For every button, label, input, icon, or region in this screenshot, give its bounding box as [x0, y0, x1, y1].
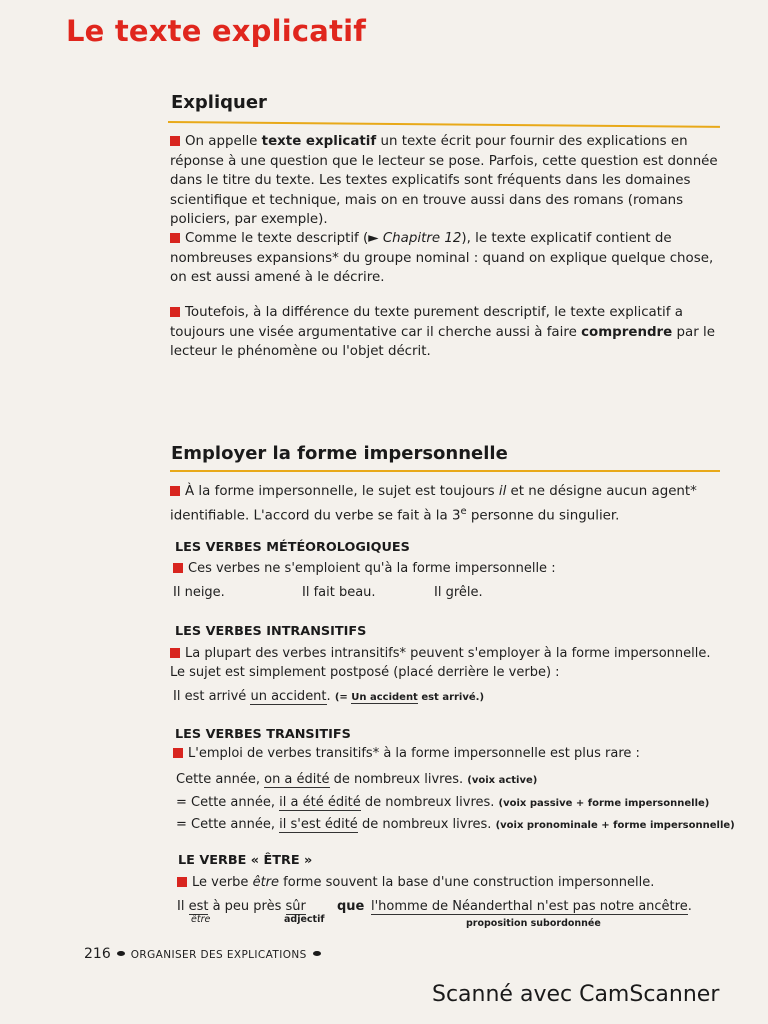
paragraph-definition: On appelle texte explicatif un texte écrit pour fournir des explications en réponse à une question que le lecteur se pose. Parfois, cette question est donnée dans le titre du texte. Les textes explicatifs sont fréquents dans les domaines scientifique et technique, mais on en trouve aussi dans des romans (romans policiers, par exemple).	[170, 134, 718, 227]
bullet-icon	[170, 486, 180, 496]
section-heading-expliquer: Expliquer	[171, 92, 267, 113]
example-line: Il fait beau.	[302, 585, 376, 600]
example-line: = Cette année, il a été édité de nombreux livres. (voix passive + forme impersonnelle)	[176, 795, 710, 810]
subhead-etre: LE VERBE « ÊTRE »	[178, 853, 313, 868]
example-line: Cette année, on a édité de nombreux livres. (voix active)	[176, 772, 538, 787]
intransitifs-text: La plupart des verbes intransitifs* peuvent s'employer à la forme impersonnelle. Le sujet est simplement postposé (placé derrière le verbe) :	[170, 646, 711, 680]
arrow-icon: ►	[368, 231, 379, 246]
dot-icon	[313, 951, 321, 956]
bullet-icon	[170, 648, 180, 658]
section-heading-impersonnelle: Employer la forme impersonnelle	[171, 443, 508, 464]
bullet-icon	[170, 136, 180, 146]
meteo-text: Ces verbes ne s'emploient qu'à la forme impersonnelle :	[173, 561, 556, 576]
scanner-watermark: Scanné avec CamScanner	[432, 982, 720, 1007]
footer-section: ORGANISER DES EXPLICATIONS	[130, 949, 307, 961]
dot-icon	[117, 951, 125, 956]
page-number: 216	[84, 946, 111, 962]
example-line: = Cette année, il s'est édité de nombreux livres. (voix pronominale + forme impersonnelle)	[176, 817, 735, 832]
example-line: Il neige.	[173, 585, 225, 600]
example-conjunction: que	[337, 899, 365, 914]
example-line: l'homme de Néanderthal n'est pas notre ancêtre.	[371, 899, 692, 914]
paragraph-impersonnelle-intro: À la forme impersonnelle, le sujet est toujours il et ne désigne aucun agent* identifiable. L'accord du verbe se fait à la 3e personne du singulier.	[170, 484, 697, 523]
example-line: Il est arrivé un accident. (= Un accident est arrivé.)	[173, 689, 485, 704]
example-line: Il est à peu près sûr	[177, 899, 306, 914]
example-line: Il grêle.	[434, 585, 483, 600]
subhead-intransitifs: LES VERBES INTRANSITIFS	[175, 624, 367, 639]
page-title: Le texte explicatif	[66, 14, 367, 48]
heading-rule	[170, 470, 720, 472]
transitifs-text: L'emploi de verbes transitifs* à la forme impersonnelle est plus rare :	[173, 746, 640, 761]
heading-rule	[168, 121, 720, 128]
bullet-icon	[173, 748, 183, 758]
etre-text: Le verbe être forme souvent la base d'une construction impersonnelle.	[177, 875, 654, 890]
subhead-meteorologiques: LES VERBES MÉTÉOROLOGIQUES	[175, 540, 410, 555]
grammar-label: proposition subordonnée	[466, 918, 601, 929]
grammar-label: adjectif	[284, 914, 325, 925]
subhead-transitifs: LES VERBES TRANSITIFS	[175, 727, 351, 742]
bullet-icon	[170, 233, 180, 243]
paragraph-descriptif: Comme le texte descriptif (► Chapitre 12), le texte explicatif contient de nombreuses expansions* du groupe nominal : quand on explique quelque chose, on est aussi amené à le décrire.	[170, 231, 714, 285]
paragraph-argumentative: Toutefois, à la différence du texte purement descriptif, le texte explicatif a toujours une visée argumentative car il cherche aussi à faire comprendre par le lecteur le phénomène ou l'objet décrit.	[170, 305, 715, 359]
bullet-icon	[177, 877, 187, 887]
grammar-label: être	[191, 914, 211, 925]
bullet-icon	[170, 307, 180, 317]
bullet-icon	[173, 563, 183, 573]
page-footer	[84, 946, 327, 962]
example-note: (= Un accident est arrivé.)	[334, 692, 485, 703]
